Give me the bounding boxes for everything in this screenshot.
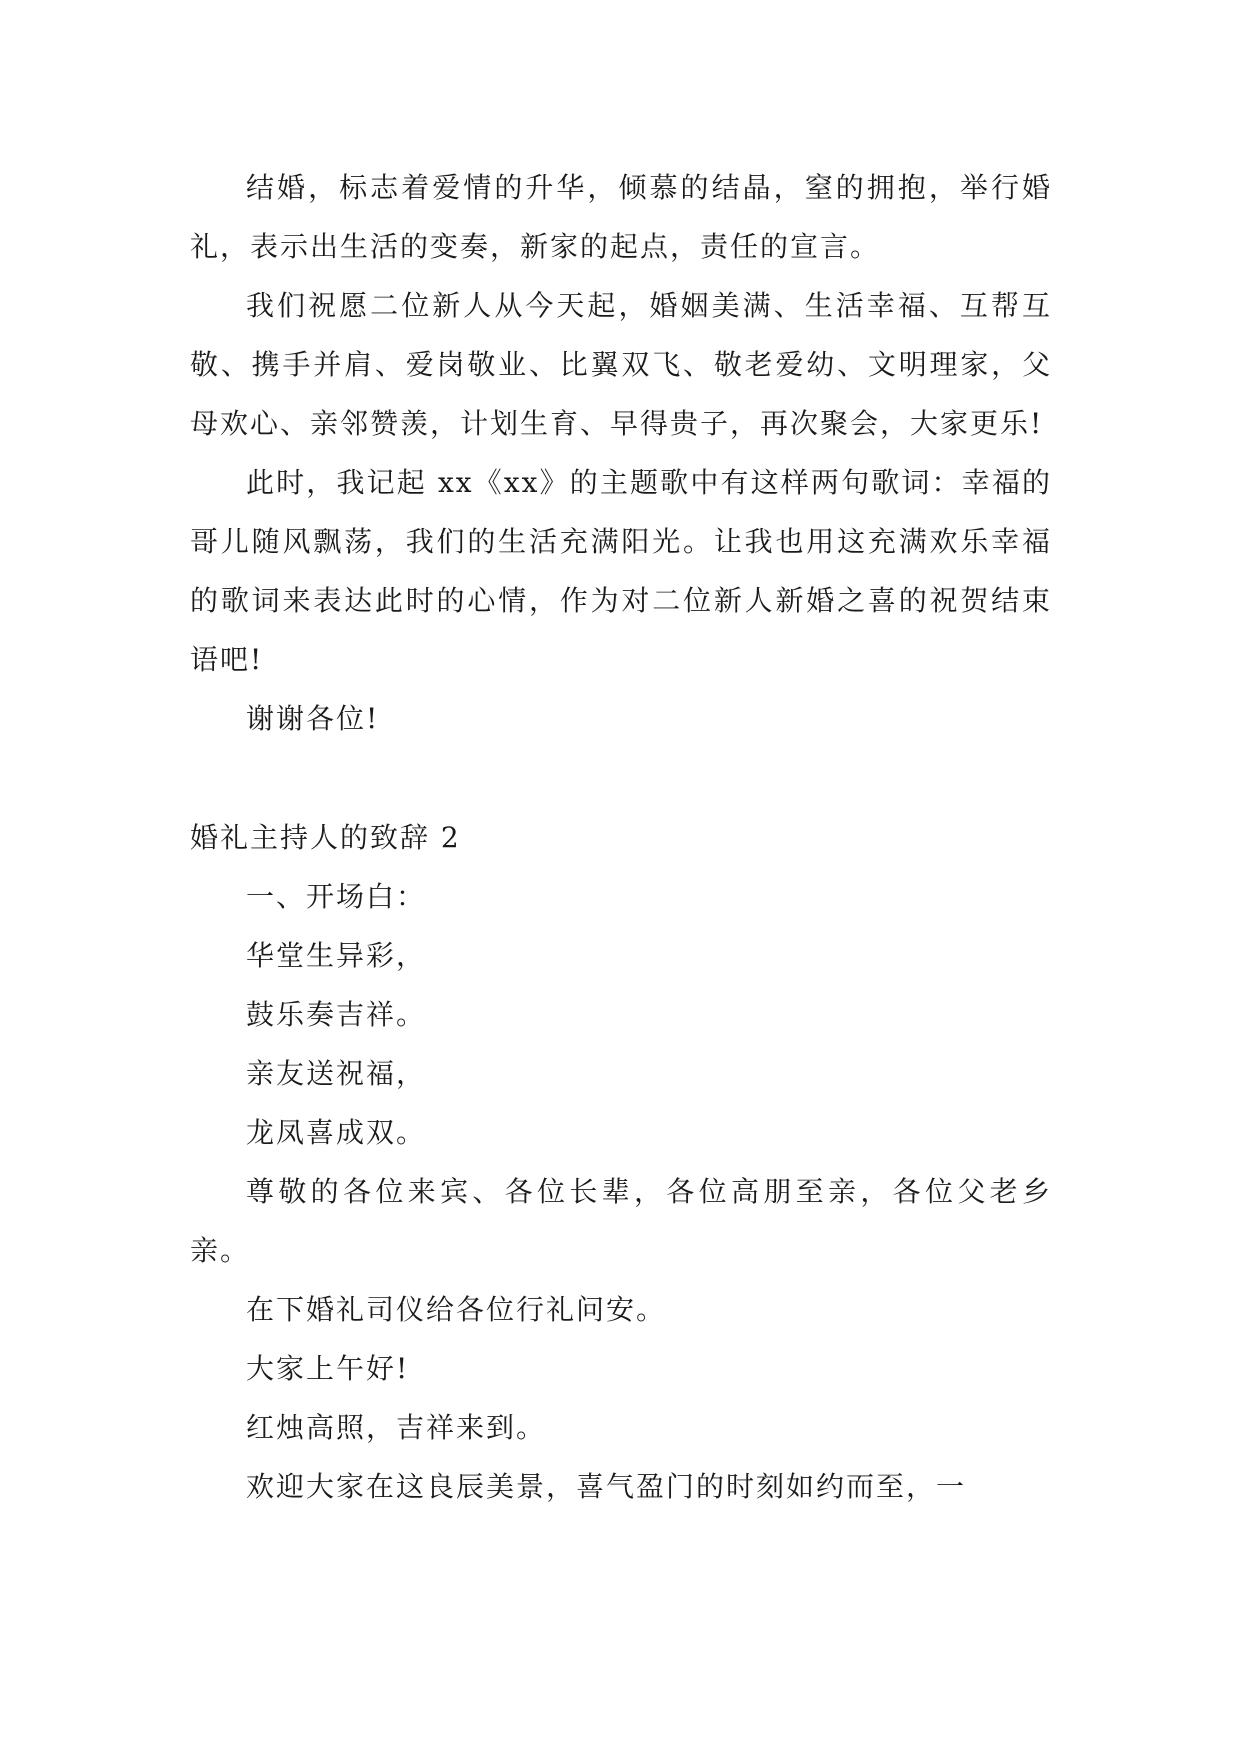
verse-line: 华堂生异彩， <box>246 939 427 972</box>
section-title: 婚礼主持人的致辞 2 <box>190 821 461 854</box>
verse-line: 龙凤喜成双。 <box>246 1116 427 1149</box>
verse-line: 亲友送祝福， <box>246 1057 427 1090</box>
paragraph: 一、开场白： <box>246 880 427 913</box>
verse-line: 鼓乐奏吉祥。 <box>246 998 427 1031</box>
document-page <box>190 158 1052 1516</box>
paragraph: 欢迎大家在这良辰美景，喜气盈门的时刻如约而至，一 <box>246 1470 967 1503</box>
section-gap <box>190 748 1052 808</box>
paragraph: 谢谢各位! <box>246 702 380 735</box>
paragraph: 此时，我记起 xx《xx》的主题歌中有这样两句歌词：幸福的哥儿随风飘荡，我们的生活充满阳光。让我也用这充满欢乐幸福的歌词来表达此时的心情，作为对二位新人新婚之喜的祝贺结束语吧! <box>190 466 1052 676</box>
paragraph: 在下婚礼司仪给各位行礼问安。 <box>246 1293 667 1326</box>
paragraph: 结婚，标志着爱情的升华，倾慕的结晶，窒的拥抱，举行婚礼，表示出生活的变奏，新家的起点，责任的宣言。 <box>190 171 1052 263</box>
paragraph: 尊敬的各位来宾、各位长辈，各位高朋至亲，各位父老乡亲。 <box>190 1175 1052 1267</box>
paragraph: 大家上午好! <box>246 1352 410 1385</box>
paragraph: 红烛高照，吉祥来到。 <box>246 1411 547 1444</box>
paragraph: 我们祝愿二位新人从今天起，婚姻美满、生活幸福、互帮互敬、携手并肩、爱岗敬业、比翼双飞、敬老爱幼、文明理家，父母欢心、亲邻赞羡，计划生育、早得贵子，再次聚会，大家更乐! <box>190 289 1052 440</box>
